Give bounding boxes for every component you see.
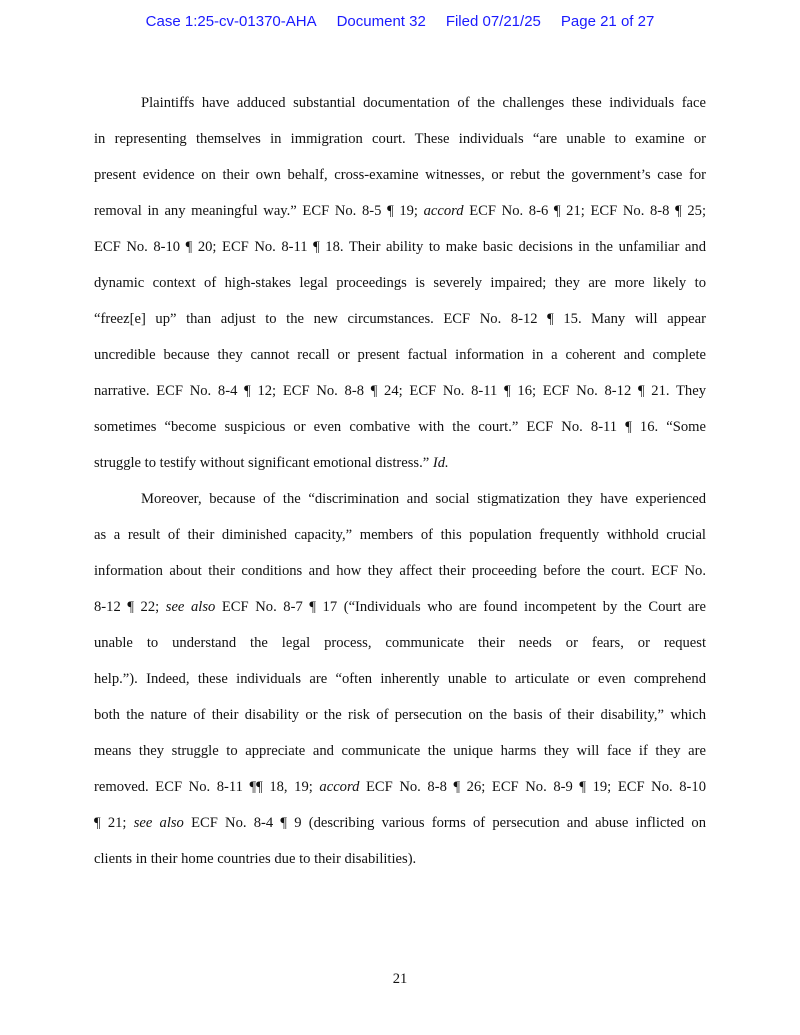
italic-signal: accord (319, 779, 360, 795)
text-line (94, 165, 706, 201)
text-run: narrative. ECF No. 8-4 ¶ 12; ECF No. 8-8 ¶ 24; ECF No. 8-11 ¶ 16; ECF No. 8-12 ¶ 21. They (94, 383, 706, 399)
text-run: both the nature of their disability or the risk of persecution on the basis of their disability,” which (94, 707, 706, 723)
text-line (94, 93, 706, 129)
text-line (94, 561, 706, 597)
text-line (94, 849, 706, 885)
italic-signal: see also (133, 815, 184, 831)
text-run: sometimes “become suspicious or even combative with the court.” ECF No. 8-11 ¶ 16. “Some (94, 419, 706, 435)
text-line (94, 669, 706, 705)
text-line (94, 489, 706, 525)
document-body (94, 93, 706, 885)
document-number: Document 32 (336, 13, 426, 30)
text-run: clients in their home countries due to their disabilities). (94, 851, 417, 867)
text-line (94, 129, 706, 165)
text-run: means they struggle to appreciate and communicate the unique harms they will face if they are (94, 743, 706, 759)
text-run: Moreover, because of the “discrimination and social stigmatization they have experienced (141, 491, 706, 507)
text-run: removed. ECF No. 8-11 ¶¶ 18, 19; (94, 779, 320, 795)
text-run: help.”). Indeed, these individuals are “often inherently unable to articulate or even comprehend (94, 671, 706, 687)
text-run: ¶ 21; (94, 815, 134, 831)
text-line (94, 453, 706, 489)
text-line (94, 597, 706, 633)
italic-signal: Id. (432, 455, 449, 471)
text-run: ECF No. 8-6 ¶ 21; ECF No. 8-8 ¶ 25; (463, 203, 706, 219)
text-line (94, 345, 706, 381)
text-line (94, 237, 706, 273)
text-line (94, 705, 706, 741)
page-of-pages: Page 21 of 27 (560, 13, 655, 30)
text-run: information about their conditions and how they affect their proceeding before the court. ECF No. (94, 563, 706, 579)
text-run: unable to understand the legal process, communicate their needs or fears, or request (94, 635, 706, 651)
text-run: ECF No. 8-7 ¶ 17 (“Individuals who are found incompetent by the Court are (215, 599, 706, 615)
ecf-header (0, 13, 800, 30)
text-line (94, 417, 706, 453)
text-run: 8-12 ¶ 22; (94, 599, 166, 615)
text-run: ECF No. 8-8 ¶ 26; ECF No. 8-9 ¶ 19; ECF No. 8-10 (359, 779, 707, 795)
text-run: as a result of their diminished capacity,” members of this population frequently withhold crucial (94, 527, 706, 543)
text-run: in representing themselves in immigration court. These individuals “are unable to examine or (94, 131, 706, 147)
page-number: 21 (392, 971, 408, 987)
text-run: struggle to testify without significant emotional distress.” (94, 455, 433, 471)
text-line (94, 633, 706, 669)
paragraph (94, 93, 706, 489)
italic-signal: accord (423, 203, 464, 219)
text-run: dynamic context of high-stakes legal proceedings is severely impaired; they are more likely to (94, 275, 706, 291)
text-line (94, 201, 706, 237)
italic-signal: see also (165, 599, 216, 615)
case-number: Case 1:25-cv-01370-AHA (145, 13, 317, 30)
text-run: removal in any meaningful way.” ECF No. 8-5 ¶ 19; (94, 203, 424, 219)
text-line (94, 741, 706, 777)
text-line (94, 381, 706, 417)
paragraph (94, 489, 706, 885)
text-run: Plaintiffs have adduced substantial documentation of the challenges these individuals face (141, 95, 706, 111)
text-line (94, 777, 706, 813)
text-line (94, 525, 706, 561)
text-line (94, 273, 706, 309)
text-line (94, 813, 706, 849)
text-line (94, 309, 706, 345)
filed-date: Filed 07/21/25 (445, 13, 541, 30)
text-run: ECF No. 8-10 ¶ 20; ECF No. 8-11 ¶ 18. Their ability to make basic decisions in the unfamiliar and (94, 239, 706, 255)
text-run: ECF No. 8-4 ¶ 9 (describing various forms of persecution and abuse inflicted on (183, 815, 706, 831)
text-run: present evidence on their own behalf, cross-examine witnesses, or rebut the government’s case for (94, 167, 706, 183)
text-run: uncredible because they cannot recall or present factual information in a coherent and complete (94, 347, 706, 363)
text-run: “freez[e] up” than adjust to the new circumstances. ECF No. 8-12 ¶ 15. Many will appear (94, 311, 706, 327)
